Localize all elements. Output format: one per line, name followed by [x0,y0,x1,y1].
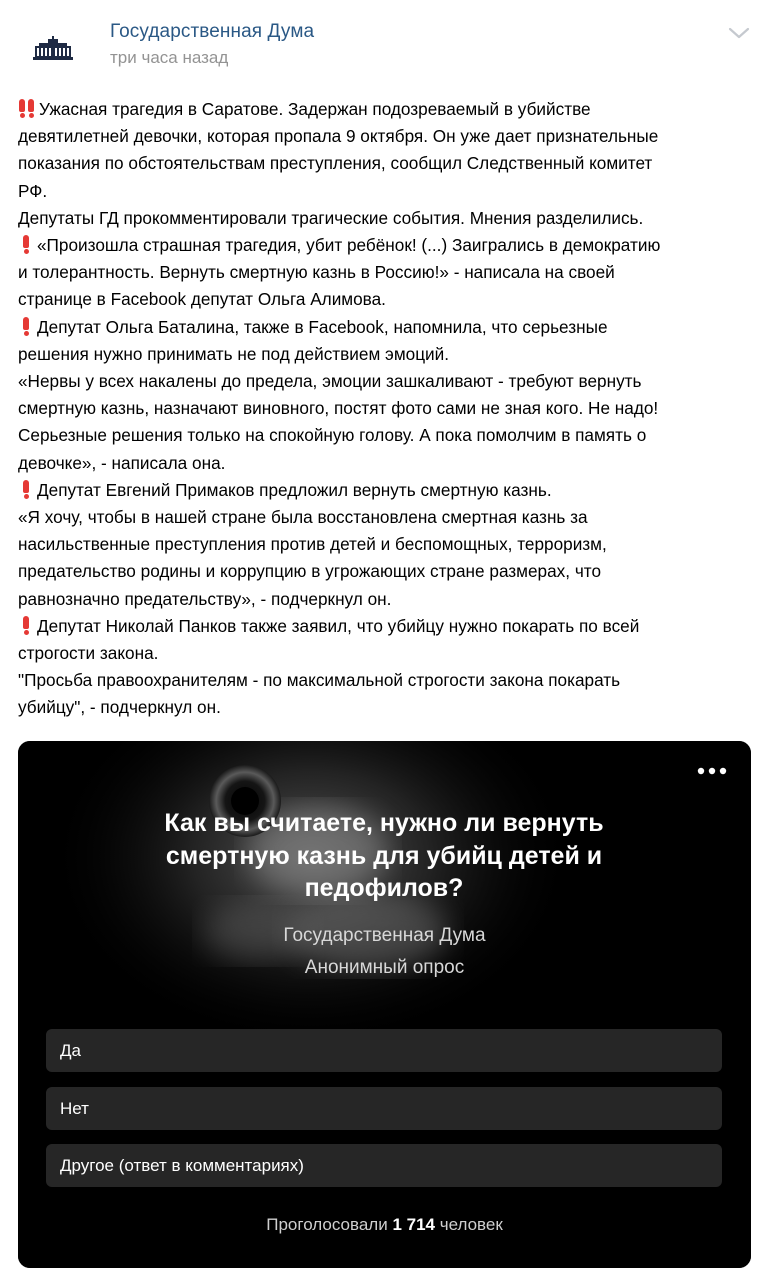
post-line: «Нервы у всех накалены до предела, эмоции зашкаливают - требуют вернуть [18,371,642,392]
post-text [18,96,753,722]
double-exclamation-icon [18,99,36,118]
post-line: предательство родины и коррупцию в угрожающих стране размерах, что [18,561,602,582]
author-avatar[interactable] [22,18,84,80]
post-line: равнозначно предательству», - подчеркнул он. [18,588,392,609]
more-horizontal-icon[interactable] [697,765,727,777]
post-line: «Я хочу, чтобы в нашей стране была восстановлена смертная казнь за [18,507,588,528]
post-line: «Произошла страшная трагедия, убит ребёнок! (...) Заигрались в демократию [18,232,753,259]
exclamation-icon [22,235,30,254]
exclamation-icon [22,317,30,336]
post-line: убийцу", - подчеркнул он. [18,697,221,718]
poll-type: Анонимный опрос [304,957,465,978]
post-line: девятилетней девочки, которая пропала 9 октября. Он уже дает признательные [18,126,659,147]
post-line: Депутат Николай Панков также заявил, что убийцу нужно покарать по всей [18,613,753,640]
post-line: девочке», - написала она. [18,452,226,473]
poll-option-yes[interactable]: Да [46,1029,722,1072]
poll-footer-prefix: Проголосовали [266,1215,388,1234]
post-author-link[interactable]: Государственная Дума [110,21,315,42]
post-line: странице в Facebook депутат Ольга Алимова. [18,289,386,310]
exclamation-icon [22,616,30,635]
post-line: Депутат Ольга Баталина, также в Facebook, напомнила, что серьезные [18,314,753,341]
poll-option-other[interactable]: Другое (ответ в комментариях) [46,1144,722,1187]
poll-owner: Государственная Дума [283,925,486,946]
post-line: РФ. [18,180,48,201]
post-line: строгости закона. [18,643,159,664]
post-line: насильственные преступления против детей и беспомощных, терроризм, [18,534,607,555]
poll-question: Как вы считаете, нужно ли вернуть смертную казнь для убийц детей и педофилов? [164,809,604,902]
post-line: "Просьба правоохранителям - по максимальной строгости закона покарать [18,670,621,691]
post-line: Депутаты ГД прокомментировали трагические события. Мнения разделились. [18,207,644,228]
poll-footer-suffix: человек [439,1215,503,1234]
duma-building-icon [32,36,74,62]
chevron-down-icon[interactable] [728,26,750,40]
post-line: и толерантность. Вернуть смертную казнь в Россию!» - написала на своей [18,262,615,283]
post-header [0,0,758,90]
post-line: решения нужно принимать не под действием эмоций. [18,343,450,364]
post-line: Депутат Евгений Примаков предложил вернуть смертную казнь. [18,477,753,504]
post-line: смертную казнь, назначают виновного, постят фото сами не зная кого. Не надо! [18,398,659,419]
exclamation-icon [22,480,30,499]
poll-card [18,741,751,1268]
poll-votes: 1 714 [392,1215,435,1234]
post-line: Ужасная трагедия в Саратове. Задержан подозреваемый в убийстве [18,96,753,123]
post-line: показания по обстоятельствам преступления, сообщил Следственный комитет [18,153,653,174]
post-line: Серьезные решения только на спокойную голову. А пока помолчим в память о [18,425,647,446]
post-timestamp[interactable]: три часа назад [110,48,229,67]
poll-option-no[interactable]: Нет [46,1087,722,1130]
poll-vote-count[interactable] [18,1215,751,1235]
